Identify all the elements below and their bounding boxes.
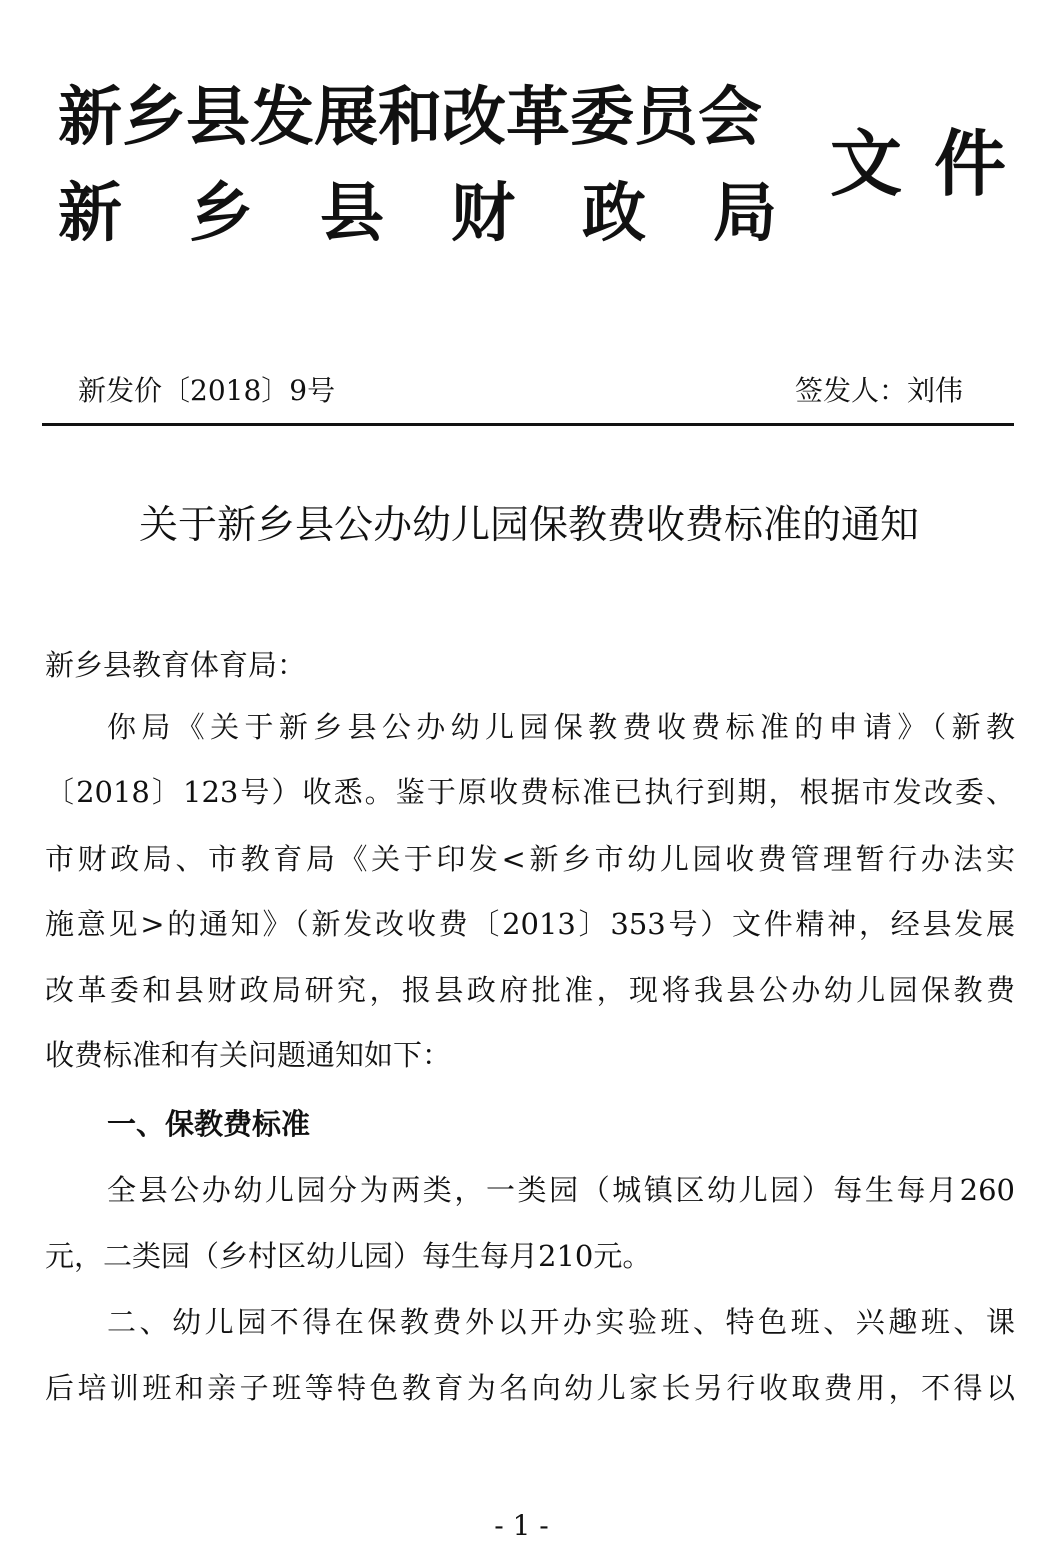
body-line: 改革委和县财政局研究，报县政府批准，现将我县公办幼儿园保教费 bbox=[45, 973, 1015, 1007]
body-line: 你局《关于新乡县公办幼儿园保教费收费标准的申请》（新教 bbox=[107, 710, 1015, 744]
body-line: 市财政局、市教育局《关于印发<新乡市幼儿园收费管理暂行办法实 bbox=[45, 842, 1015, 876]
body-line: 后培训班和亲子班等特色教育为名向幼儿家长另行收取费用，不得以 bbox=[45, 1371, 1015, 1405]
body-line: 施意见>的通知》（新发改收费〔2013〕353号）文件精神，经县发展 bbox=[45, 907, 1015, 941]
page-number: - 1 - bbox=[494, 1509, 549, 1542]
document-number: 新发价〔2018〕9号 bbox=[78, 374, 336, 407]
header-divider bbox=[42, 423, 1014, 426]
issuing-org-2: 新乡县财政局 bbox=[58, 177, 844, 251]
body-line: 全县公办幼儿园分为两类，一类园（城镇区幼儿园）每生每月260 bbox=[107, 1173, 1015, 1207]
issuing-org-1: 新乡县发展和改革委员会 bbox=[58, 81, 762, 155]
document-title: 关于新乡县公办幼儿园保教费收费标准的通知 bbox=[138, 503, 919, 548]
signer: 签发人：刘伟 bbox=[794, 374, 963, 407]
body-line: 元，二类园（乡村区幼儿园）每生每月210元。 bbox=[45, 1239, 652, 1273]
section-heading: 一、保教费标准 bbox=[107, 1107, 311, 1141]
body-line: 〔2018〕123号）收悉。鉴于原收费标准已执行到期，根据市发改委、 bbox=[45, 775, 1015, 809]
document-type-label: 文件 bbox=[830, 122, 1039, 206]
addressee: 新乡县教育体育局： bbox=[45, 648, 307, 682]
body-line: 收费标准和有关问题通知如下： bbox=[45, 1038, 452, 1072]
body-line: 二、幼儿园不得在保教费外以开办实验班、特色班、兴趣班、课 bbox=[107, 1305, 1015, 1339]
